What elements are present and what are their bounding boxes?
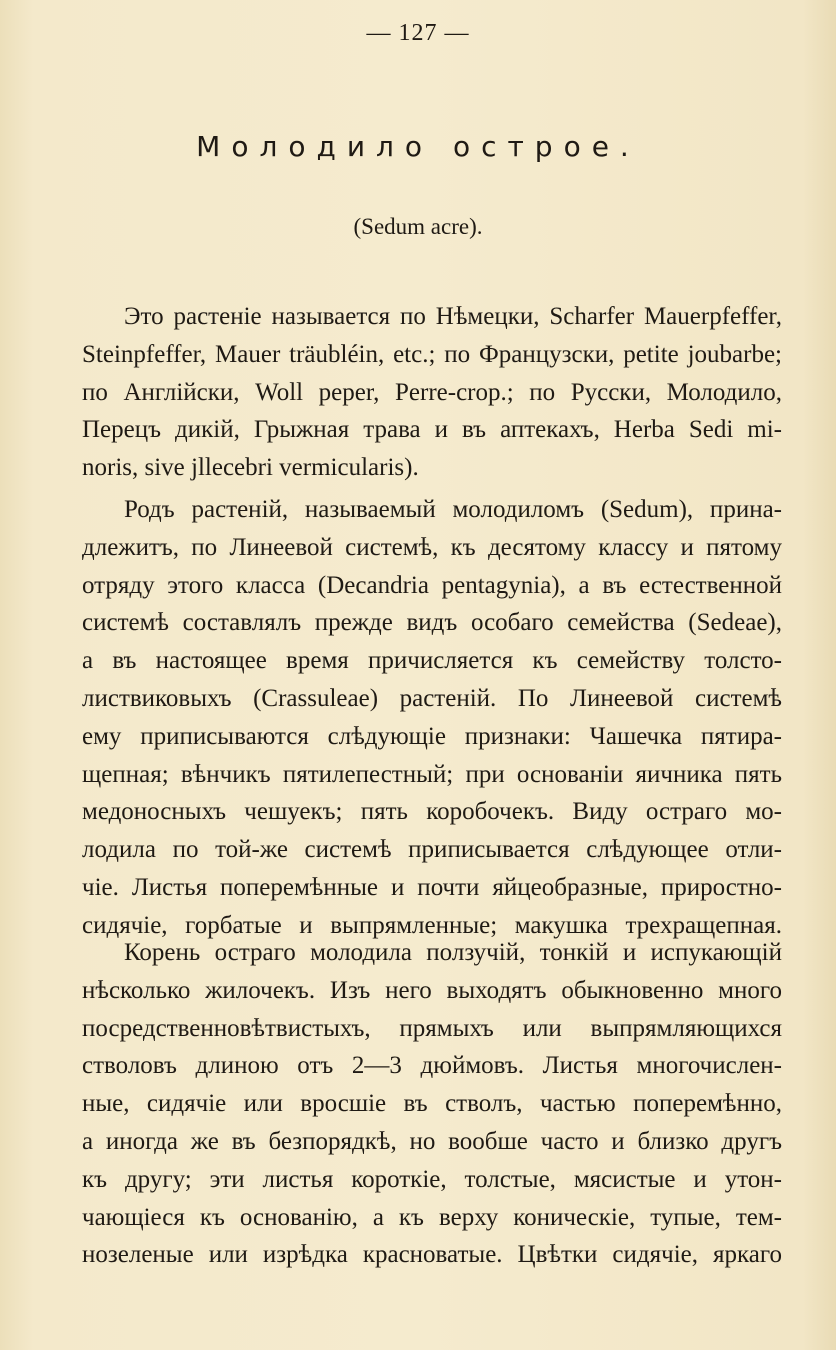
text-line: noris, sive jllecebri vermicularis). (82, 454, 419, 482)
text-line: чающіеся къ основанію, а къ верху коническіе, тупые, тем- (82, 1203, 782, 1231)
text-line: длежитъ, по Линеевой системѣ, къ десятому классу и пятому (82, 533, 782, 561)
paragraph-names (82, 298, 782, 487)
text-line: щепная; вѣнчикъ пятилепестный; при основаніи яичника пять (82, 760, 782, 788)
paragraph-classification (82, 491, 782, 945)
text-line: ему приписываются слѣдующіе признаки: Чашечка пятира- (82, 722, 782, 750)
text-line: а иногда же въ безпорядкѣ, но вообше часто и близко другъ (82, 1127, 782, 1155)
text-line: Корень остраго молодила ползучій, тонкій и испукающій (124, 939, 782, 966)
text-line: стволовъ длиною отъ 2—3 дюймовъ. Листья многочислен- (82, 1052, 782, 1080)
page-number: — 127 — (366, 20, 470, 46)
text-line: листвиковыхъ (Crassuleae) растеній. По Линеевой системѣ (82, 684, 782, 712)
text-line: Steinpfeffer, Mauer träubléin, etc.; по Французски, petite joubarbe; (82, 340, 782, 368)
article-title: Молодило острое. (196, 130, 640, 163)
text-line: Это растеніе называется по Нѣмецки, Scharfer Mauerpfeffer, (124, 303, 782, 330)
text-line: ные, сидячіе или вросшіе въ стволъ, частью поперемѣнно, (82, 1090, 782, 1118)
paragraph-description (82, 934, 782, 1274)
text-line: сидячіе, горбатые и выпрямленные; макушка трехращепная. (82, 911, 782, 939)
text-line: а въ настоящее время причисляется къ семейству толсто- (82, 647, 782, 675)
text-line: посредственновѣтвистыхъ, прямыхъ или выпрямляющихся (82, 1014, 782, 1042)
text-line: Родъ растеній, называемый молодиломъ (Sedum), прина- (124, 496, 782, 523)
text-line: нозеленые или изрѣдка красноватые. Цвѣтки сидячіе, яркаго (82, 1241, 782, 1269)
text-line: чіе. Листья поперемѣнные и почти яйцеобразные, приростно- (82, 873, 782, 901)
text-line: лодила по той-же системѣ приписывается слѣдующее отли- (82, 836, 782, 864)
text-line: системѣ составлялъ прежде видъ особаго семейства (Sedeae), (82, 609, 782, 637)
text-line: Перецъ дикій, Грыжная трава и въ аптекахъ, Herba Sedi mi- (82, 416, 782, 444)
text-line: по Англійски, Woll peper, Perre-crop.; по Русски, Молодило, (82, 378, 782, 406)
latin-name: (Sedum acre). (353, 214, 483, 239)
text-line: нѣсколько жилочекъ. Изъ него выходятъ обыкновенно много (82, 976, 782, 1004)
text-line: медоносныхъ чешуекъ; пять коробочекъ. Виду остраго мо- (82, 798, 782, 826)
text-line: къ другу; эти листья короткіе, толстые, мясистые и утон- (82, 1165, 782, 1193)
text-line: отряду этого класса (Decandria pentagynia), а въ естественной (82, 571, 782, 599)
